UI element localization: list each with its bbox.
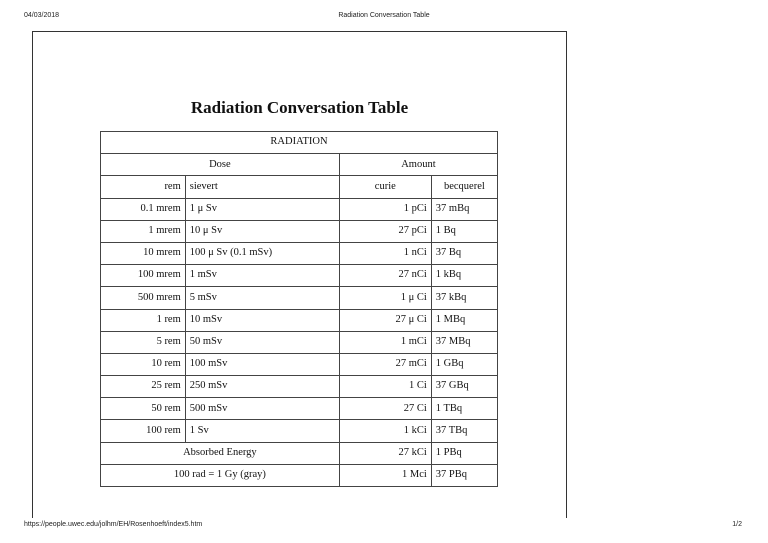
cell-becquerel: 37 TBq bbox=[431, 420, 497, 442]
print-date: 04/03/2018 bbox=[24, 12, 60, 19]
cell-sievert: 50 mSv bbox=[185, 331, 339, 353]
cell-sievert: 100 mSv bbox=[185, 353, 339, 375]
table-row bbox=[101, 220, 498, 242]
cell-becquerel: 1 Bq bbox=[431, 220, 497, 242]
cell-rem: 100 mrem bbox=[101, 265, 186, 287]
table-row bbox=[101, 242, 498, 264]
cell-becquerel: 37 mBq bbox=[431, 198, 497, 220]
cell-sievert: 5 mSv bbox=[185, 287, 339, 309]
cell-curie: 27 μ Ci bbox=[339, 309, 431, 331]
table-row bbox=[101, 309, 498, 331]
cell-sievert: 1 μ Sv bbox=[185, 198, 339, 220]
cell-becquerel: 1 kBq bbox=[431, 265, 497, 287]
cell-rem: 100 rem bbox=[101, 420, 186, 442]
cell-sievert: 250 mSv bbox=[185, 376, 339, 398]
radiation-table bbox=[100, 131, 498, 487]
cell-curie: 1 nCi bbox=[339, 242, 431, 264]
absorbed-energy-label: Absorbed Energy bbox=[101, 442, 340, 464]
group-header-dose: Dose bbox=[101, 154, 340, 176]
column-header-curie: curie bbox=[339, 176, 431, 198]
gray-conversion-label: 100 rad = 1 Gy (gray) bbox=[101, 464, 340, 486]
print-footer-url: https://people.uwec.edu/jolhm/EH/Rosenhoeft/index5.htm bbox=[24, 521, 203, 528]
cell-curie: 1 kCi bbox=[339, 420, 431, 442]
cell-rem: 50 rem bbox=[101, 398, 186, 420]
cell-curie: 27 pCi bbox=[339, 220, 431, 242]
cell-rem: 5 rem bbox=[101, 331, 186, 353]
print-page-number: 1/2 bbox=[732, 521, 742, 528]
cell-curie: 1 Ci bbox=[339, 376, 431, 398]
cell-rem: 1 mrem bbox=[101, 220, 186, 242]
cell-sievert: 10 mSv bbox=[185, 309, 339, 331]
table-row bbox=[101, 198, 498, 220]
cell-becquerel: 37 Bq bbox=[431, 242, 497, 264]
cell-curie: 27 mCi bbox=[339, 353, 431, 375]
cell-curie: 27 Ci bbox=[339, 398, 431, 420]
cell-becquerel: 1 GBq bbox=[431, 353, 497, 375]
cell-rem: 0.1 mrem bbox=[101, 198, 186, 220]
cell-curie: 1 pCi bbox=[339, 198, 431, 220]
cell-sievert: 500 mSv bbox=[185, 398, 339, 420]
table-row bbox=[101, 287, 498, 309]
cell-becquerel: 37 kBq bbox=[431, 287, 497, 309]
absorbed-energy-becquerel: 1 PBq bbox=[431, 442, 497, 464]
table-row bbox=[101, 376, 498, 398]
print-header-title: Radiation Conversation Table bbox=[338, 12, 430, 19]
column-header-becquerel: becquerel bbox=[431, 176, 497, 198]
cell-rem: 25 rem bbox=[101, 376, 186, 398]
cell-rem: 10 mrem bbox=[101, 242, 186, 264]
table-caption: RADIATION bbox=[101, 132, 498, 154]
cell-sievert: 1 Sv bbox=[185, 420, 339, 442]
gray-conversion-becquerel: 37 PBq bbox=[431, 464, 497, 486]
cell-becquerel: 1 MBq bbox=[431, 309, 497, 331]
column-header-rem: rem bbox=[101, 176, 186, 198]
cell-rem: 500 mrem bbox=[101, 287, 186, 309]
cell-sievert: 100 μ Sv (0.1 mSv) bbox=[185, 242, 339, 264]
gray-conversion-curie: 1 Mci bbox=[339, 464, 431, 486]
column-header-sievert: sievert bbox=[185, 176, 339, 198]
cell-sievert: 1 mSv bbox=[185, 265, 339, 287]
cell-rem: 10 rem bbox=[101, 353, 186, 375]
cell-sievert: 10 μ Sv bbox=[185, 220, 339, 242]
cell-becquerel: 37 MBq bbox=[431, 331, 497, 353]
cell-becquerel: 1 TBq bbox=[431, 398, 497, 420]
table-row bbox=[101, 265, 498, 287]
table-row bbox=[101, 331, 498, 353]
document-title: Radiation Conversation Table bbox=[190, 98, 409, 117]
absorbed-energy-curie: 27 kCi bbox=[339, 442, 431, 464]
cell-curie: 1 mCi bbox=[339, 331, 431, 353]
table-row bbox=[101, 398, 498, 420]
table-row bbox=[101, 353, 498, 375]
table-row bbox=[101, 420, 498, 442]
cell-curie: 1 μ Ci bbox=[339, 287, 431, 309]
group-header-amount: Amount bbox=[339, 154, 497, 176]
cell-becquerel: 37 GBq bbox=[431, 376, 497, 398]
cell-rem: 1 rem bbox=[101, 309, 186, 331]
cell-curie: 27 nCi bbox=[339, 265, 431, 287]
